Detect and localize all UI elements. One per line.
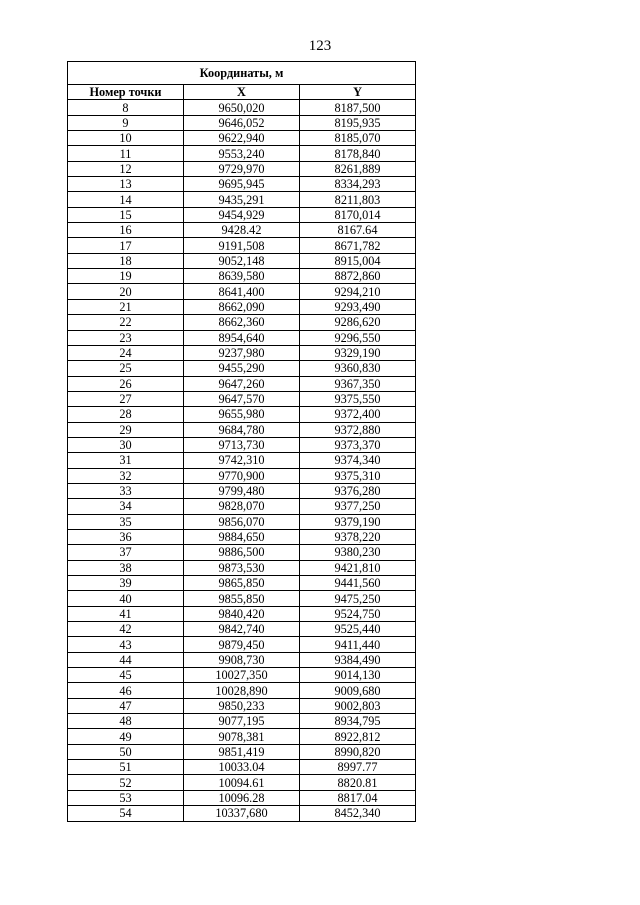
- x-coordinate-cell: 9908,730: [184, 652, 300, 667]
- point-number-cell: 8: [68, 100, 184, 115]
- x-coordinate-cell: 9855,850: [184, 591, 300, 606]
- table-row: [68, 499, 416, 514]
- x-coordinate-cell: 9856,070: [184, 514, 300, 529]
- x-coordinate-cell: 9684,780: [184, 422, 300, 437]
- table-row: [68, 177, 416, 192]
- table-row: [68, 775, 416, 790]
- y-coordinate-cell: 9360,830: [300, 361, 416, 376]
- x-coordinate-cell: 9435,291: [184, 192, 300, 207]
- x-coordinate-cell: 9078,381: [184, 729, 300, 744]
- x-coordinate-cell: 9052,148: [184, 253, 300, 268]
- x-coordinate-cell: 9742,310: [184, 453, 300, 468]
- point-number-cell: 10: [68, 131, 184, 146]
- table-row: [68, 529, 416, 544]
- x-coordinate-cell: 9828,070: [184, 499, 300, 514]
- point-number-cell: 17: [68, 238, 184, 253]
- y-coordinate-cell: 8195,935: [300, 115, 416, 130]
- x-coordinate-cell: 9237,980: [184, 345, 300, 360]
- y-coordinate-cell: 8334,293: [300, 177, 416, 192]
- x-coordinate-cell: 9191,508: [184, 238, 300, 253]
- table-row: [68, 269, 416, 284]
- y-coordinate-cell: 8187,500: [300, 100, 416, 115]
- point-number-cell: 25: [68, 361, 184, 376]
- y-coordinate-cell: 8211,803: [300, 192, 416, 207]
- x-coordinate-cell: 9646,052: [184, 115, 300, 130]
- point-number-cell: 26: [68, 376, 184, 391]
- y-coordinate-cell: 8452,340: [300, 806, 416, 821]
- table-row: [68, 315, 416, 330]
- point-number-cell: 16: [68, 223, 184, 238]
- table-body: [68, 100, 416, 821]
- y-coordinate-cell: 9380,230: [300, 545, 416, 560]
- x-coordinate-cell: 8662,360: [184, 315, 300, 330]
- table-group-header-row: [68, 62, 416, 85]
- x-coordinate-cell: 9455,290: [184, 361, 300, 376]
- y-coordinate-cell: 8997.77: [300, 760, 416, 775]
- x-coordinate-cell: 9655,980: [184, 407, 300, 422]
- y-coordinate-cell: 8915,004: [300, 253, 416, 268]
- table-row: [68, 591, 416, 606]
- point-number-cell: 22: [68, 315, 184, 330]
- table-row: [68, 284, 416, 299]
- point-number-cell: 31: [68, 453, 184, 468]
- coordinates-table: [67, 61, 416, 822]
- point-number-cell: 30: [68, 437, 184, 452]
- y-coordinate-cell: 8817.04: [300, 790, 416, 805]
- page-number: 123: [308, 38, 332, 54]
- y-coordinate-cell: 9377,250: [300, 499, 416, 514]
- y-coordinate-cell: 8178,840: [300, 146, 416, 161]
- point-number-cell: 29: [68, 422, 184, 437]
- point-number-cell: 11: [68, 146, 184, 161]
- y-coordinate-cell: 9375,550: [300, 391, 416, 406]
- y-coordinate-cell: 8170,014: [300, 207, 416, 222]
- x-coordinate-cell: 9873,530: [184, 560, 300, 575]
- point-number-cell: 41: [68, 606, 184, 621]
- point-number-cell: 39: [68, 576, 184, 591]
- x-coordinate-cell: 9851,419: [184, 744, 300, 759]
- point-number-cell: 20: [68, 284, 184, 299]
- coordinates-group-header: Координаты, м: [68, 62, 416, 85]
- y-coordinate-cell: 8922,812: [300, 729, 416, 744]
- point-number-cell: 52: [68, 775, 184, 790]
- point-number-cell: 46: [68, 683, 184, 698]
- column-header-point-number: Номер точки: [68, 85, 184, 100]
- point-number-cell: 32: [68, 468, 184, 483]
- y-coordinate-cell: 9329,190: [300, 345, 416, 360]
- table-row: [68, 376, 416, 391]
- x-coordinate-cell: 9799,480: [184, 483, 300, 498]
- table-row: [68, 468, 416, 483]
- x-coordinate-cell: 9650,020: [184, 100, 300, 115]
- x-coordinate-cell: 9842,740: [184, 622, 300, 637]
- x-coordinate-cell: 9729,970: [184, 161, 300, 176]
- y-coordinate-cell: 8167.64: [300, 223, 416, 238]
- point-number-cell: 35: [68, 514, 184, 529]
- y-coordinate-cell: 9372,880: [300, 422, 416, 437]
- point-number-cell: 33: [68, 483, 184, 498]
- y-coordinate-cell: 8934,795: [300, 714, 416, 729]
- x-coordinate-cell: 9647,570: [184, 391, 300, 406]
- point-number-cell: 34: [68, 499, 184, 514]
- table-row: [68, 253, 416, 268]
- column-header-x: X: [184, 85, 300, 100]
- table-row: [68, 299, 416, 314]
- point-number-cell: 42: [68, 622, 184, 637]
- y-coordinate-cell: 9376,280: [300, 483, 416, 498]
- point-number-cell: 12: [68, 161, 184, 176]
- x-coordinate-cell: 9695,945: [184, 177, 300, 192]
- point-number-cell: 37: [68, 545, 184, 560]
- y-coordinate-cell: 9372,400: [300, 407, 416, 422]
- y-coordinate-cell: 9384,490: [300, 652, 416, 667]
- table-row: [68, 744, 416, 759]
- point-number-cell: 50: [68, 744, 184, 759]
- table-row: [68, 453, 416, 468]
- point-number-cell: 18: [68, 253, 184, 268]
- y-coordinate-cell: 9525,440: [300, 622, 416, 637]
- y-coordinate-cell: 9294,210: [300, 284, 416, 299]
- y-coordinate-cell: 9002,803: [300, 698, 416, 713]
- y-coordinate-cell: 9286,620: [300, 315, 416, 330]
- point-number-cell: 9: [68, 115, 184, 130]
- x-coordinate-cell: 9428.42: [184, 223, 300, 238]
- x-coordinate-cell: 9879,450: [184, 637, 300, 652]
- point-number-cell: 51: [68, 760, 184, 775]
- table-row: [68, 683, 416, 698]
- table-row: [68, 698, 416, 713]
- table-row: [68, 437, 416, 452]
- x-coordinate-cell: 9770,900: [184, 468, 300, 483]
- x-coordinate-cell: 9647,260: [184, 376, 300, 391]
- y-coordinate-cell: 9014,130: [300, 668, 416, 683]
- y-coordinate-cell: 8990,820: [300, 744, 416, 759]
- x-coordinate-cell: 9850,233: [184, 698, 300, 713]
- point-number-cell: 36: [68, 529, 184, 544]
- table-row: [68, 760, 416, 775]
- y-coordinate-cell: 9475,250: [300, 591, 416, 606]
- point-number-cell: 38: [68, 560, 184, 575]
- y-coordinate-cell: 8671,782: [300, 238, 416, 253]
- point-number-cell: 13: [68, 177, 184, 192]
- table-row: [68, 192, 416, 207]
- table-row: [68, 207, 416, 222]
- point-number-cell: 15: [68, 207, 184, 222]
- point-number-cell: 53: [68, 790, 184, 805]
- x-coordinate-cell: 8641,400: [184, 284, 300, 299]
- x-coordinate-cell: 8662,090: [184, 299, 300, 314]
- y-coordinate-cell: 9009,680: [300, 683, 416, 698]
- x-coordinate-cell: 9840,420: [184, 606, 300, 621]
- point-number-cell: 27: [68, 391, 184, 406]
- point-number-cell: 14: [68, 192, 184, 207]
- column-header-y: Y: [300, 85, 416, 100]
- table-column-header-row: [68, 85, 416, 100]
- x-coordinate-cell: 10028,890: [184, 683, 300, 698]
- table-row: [68, 514, 416, 529]
- y-coordinate-cell: 9296,550: [300, 330, 416, 345]
- table-row: [68, 161, 416, 176]
- x-coordinate-cell: 8954,640: [184, 330, 300, 345]
- point-number-cell: 49: [68, 729, 184, 744]
- table-row: [68, 729, 416, 744]
- x-coordinate-cell: 9886,500: [184, 545, 300, 560]
- point-number-cell: 48: [68, 714, 184, 729]
- table-row: [68, 622, 416, 637]
- y-coordinate-cell: 9378,220: [300, 529, 416, 544]
- table-row: [68, 223, 416, 238]
- x-coordinate-cell: 9622,940: [184, 131, 300, 146]
- table-row: [68, 606, 416, 621]
- y-coordinate-cell: 8261,889: [300, 161, 416, 176]
- x-coordinate-cell: 10094.61: [184, 775, 300, 790]
- y-coordinate-cell: 9374,340: [300, 453, 416, 468]
- table-row: [68, 545, 416, 560]
- point-number-cell: 21: [68, 299, 184, 314]
- table-row: [68, 560, 416, 575]
- x-coordinate-cell: 10337,680: [184, 806, 300, 821]
- x-coordinate-cell: 9865,850: [184, 576, 300, 591]
- y-coordinate-cell: 9441,560: [300, 576, 416, 591]
- point-number-cell: 19: [68, 269, 184, 284]
- y-coordinate-cell: 9411,440: [300, 637, 416, 652]
- y-coordinate-cell: 9421,810: [300, 560, 416, 575]
- table-row: [68, 483, 416, 498]
- y-coordinate-cell: 9373,370: [300, 437, 416, 452]
- x-coordinate-cell: 9713,730: [184, 437, 300, 452]
- table-row: [68, 391, 416, 406]
- table-row: [68, 238, 416, 253]
- x-coordinate-cell: 9884,650: [184, 529, 300, 544]
- x-coordinate-cell: 8639,580: [184, 269, 300, 284]
- table-row: [68, 361, 416, 376]
- point-number-cell: 43: [68, 637, 184, 652]
- point-number-cell: 40: [68, 591, 184, 606]
- x-coordinate-cell: 9077,195: [184, 714, 300, 729]
- table-row: [68, 668, 416, 683]
- table-row: [68, 576, 416, 591]
- y-coordinate-cell: 9367,350: [300, 376, 416, 391]
- point-number-cell: 44: [68, 652, 184, 667]
- point-number-cell: 23: [68, 330, 184, 345]
- table-row: [68, 146, 416, 161]
- y-coordinate-cell: 8872,860: [300, 269, 416, 284]
- y-coordinate-cell: 9379,190: [300, 514, 416, 529]
- table-row: [68, 790, 416, 805]
- table-row: [68, 422, 416, 437]
- x-coordinate-cell: 10096.28: [184, 790, 300, 805]
- table-row: [68, 652, 416, 667]
- x-coordinate-cell: 9553,240: [184, 146, 300, 161]
- table-row: [68, 714, 416, 729]
- point-number-cell: 54: [68, 806, 184, 821]
- x-coordinate-cell: 9454,929: [184, 207, 300, 222]
- y-coordinate-cell: 9293,490: [300, 299, 416, 314]
- table-row: [68, 100, 416, 115]
- point-number-cell: 28: [68, 407, 184, 422]
- y-coordinate-cell: 9524,750: [300, 606, 416, 621]
- table-row: [68, 330, 416, 345]
- y-coordinate-cell: 8820.81: [300, 775, 416, 790]
- table-row: [68, 806, 416, 821]
- x-coordinate-cell: 10027,350: [184, 668, 300, 683]
- table-row: [68, 637, 416, 652]
- x-coordinate-cell: 10033.04: [184, 760, 300, 775]
- y-coordinate-cell: 8185,070: [300, 131, 416, 146]
- point-number-cell: 45: [68, 668, 184, 683]
- point-number-cell: 24: [68, 345, 184, 360]
- table-row: [68, 131, 416, 146]
- table-row: [68, 345, 416, 360]
- table-row: [68, 115, 416, 130]
- table-row: [68, 407, 416, 422]
- point-number-cell: 47: [68, 698, 184, 713]
- y-coordinate-cell: 9375,310: [300, 468, 416, 483]
